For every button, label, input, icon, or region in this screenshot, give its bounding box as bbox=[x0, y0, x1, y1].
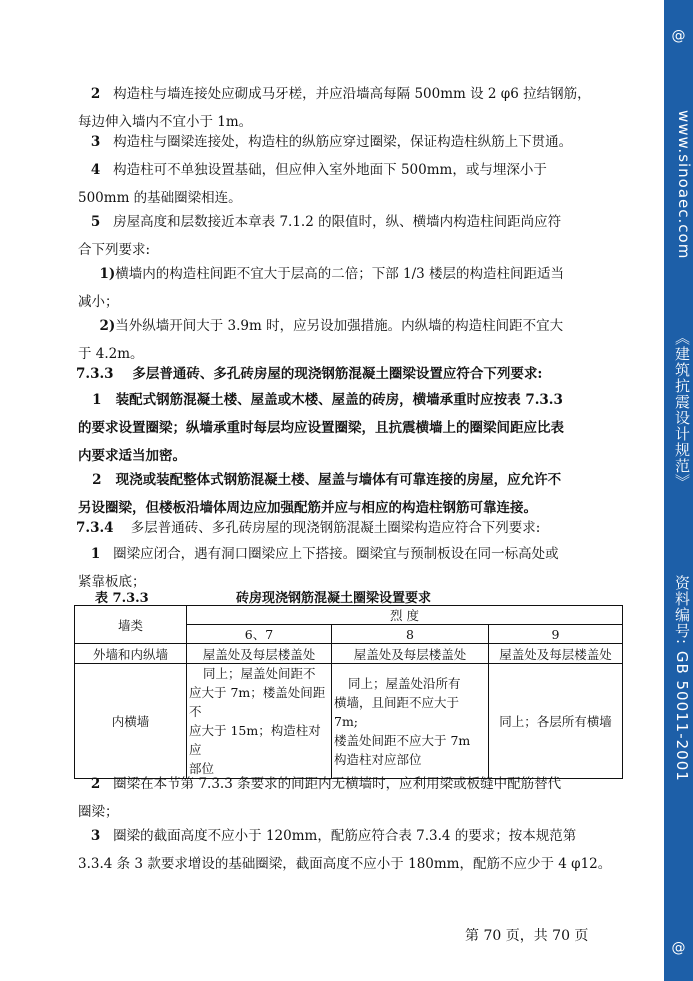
paragraph-text: 紧靠板底； bbox=[78, 574, 146, 590]
paragraph-text: 圈梁应闭合，遇有洞口圈梁应上下搭接。圈梁宜与预制板设在同一标高处或 bbox=[113, 546, 559, 562]
paragraph bbox=[78, 386, 618, 470]
table-header-col: 6、7 bbox=[187, 625, 332, 644]
item-number: 2 bbox=[92, 472, 102, 488]
paragraph bbox=[78, 822, 618, 878]
item-number: 3 bbox=[90, 828, 101, 844]
table-cell: 内横墙 bbox=[75, 664, 187, 779]
section-text: 多层普通砖、多孔砖房屋的现浇钢筋混凝土圈梁构造应符合下列要求: bbox=[130, 520, 541, 536]
paragraph-text: 另设圈梁，但楼板沿墙体周边应加强配筋并应与相应的构造柱钢筋可靠连接。 bbox=[78, 500, 537, 516]
paragraph bbox=[78, 156, 618, 212]
table-cell bbox=[332, 664, 489, 779]
at-symbol-top: @ bbox=[671, 28, 686, 44]
table-header-intensity: 烈 度 bbox=[187, 606, 623, 625]
paragraph-text: 圈梁在本节第 7.3.3 条要求的间距内无横墙时，应利用梁或板缝中配筋替代 bbox=[113, 776, 562, 792]
paragraph bbox=[78, 770, 618, 826]
table-cell: 屋盖处及每层楼盖处 bbox=[332, 644, 489, 664]
paragraph bbox=[78, 128, 618, 156]
table-header-col: 9 bbox=[489, 625, 623, 644]
item-number: 3 bbox=[90, 134, 101, 150]
paragraph-text: 装配式钢筋混凝土楼、屋盖或木楼、屋盖的砖房，横墙承重时应按表 7.3.3 bbox=[115, 392, 563, 408]
item-number: 2 bbox=[90, 86, 101, 102]
item-number: 2) bbox=[99, 318, 116, 334]
doc-number: 资料编号: GB 50011-2001 bbox=[673, 575, 691, 782]
item-number: 4 bbox=[90, 162, 101, 178]
cell-line: 应大于 15m；构造柱对应 bbox=[189, 723, 321, 757]
paragraph-text: 合下列要求: bbox=[78, 242, 151, 258]
cell-line: 应大于 7m；楼盖处间距不 bbox=[189, 685, 326, 719]
item-number: 1) bbox=[99, 266, 116, 282]
paragraph bbox=[78, 260, 618, 316]
sidebar-banner bbox=[664, 0, 693, 981]
paragraph-text: 构造柱与圈梁连接处，构造柱的纵筋应穿过圈梁，保证构造柱纵筋上下贯通。 bbox=[113, 134, 573, 150]
cell-line: 部位 bbox=[189, 761, 215, 776]
cell-line: 构造柱对应部位 bbox=[334, 751, 422, 767]
table-row bbox=[75, 644, 623, 664]
table-header-wall: 墙类 bbox=[75, 606, 187, 644]
table-row bbox=[75, 664, 623, 779]
paragraph-text: 于 4.2m。 bbox=[78, 346, 144, 362]
book-title: 《建筑抗震设计规范》 bbox=[673, 330, 691, 490]
paragraph-text: 构造柱与墙连接处应砌成马牙槎，并应沿墙高每隔 500mm 设 2 φ6 拉结钢筋， bbox=[113, 86, 591, 102]
paragraph-text: 圈梁的截面高度不应小于 120mm，配筋应符合表 7.3.4 的要求；按本规范第 bbox=[113, 828, 577, 844]
paragraph-text: 内要求适当加密。 bbox=[78, 448, 186, 464]
table-caption-number: 表 7.3.3 bbox=[95, 591, 149, 606]
cell-line: 横墙，且间距不应大于 7m; bbox=[334, 694, 460, 729]
paragraph-text: 的要求设置圈梁；纵墙承重时每层均应设置圈梁，且抗震横墙上的圈梁间距应比表 bbox=[78, 420, 564, 436]
item-number: 5 bbox=[90, 214, 101, 230]
cell-line: 同上；屋盖处间距不 bbox=[203, 666, 316, 681]
paragraph-text: 500mm 的基础圈梁相连。 bbox=[78, 190, 242, 206]
paragraph-text: 房屋高度和层数接近本章表 7.1.2 的限值时，纵、横墙内构造柱间距尚应符 bbox=[113, 214, 562, 230]
section-heading bbox=[76, 360, 616, 388]
website-label: www.sinoaec.com bbox=[675, 110, 693, 260]
ring-beam-table bbox=[74, 605, 623, 779]
paragraph-text: 现浇或装配整体式钢筋混凝土楼、屋盖与墙体有可靠连接的房屋，应允许不 bbox=[115, 472, 562, 488]
table-cell: 外墙和内纵墙 bbox=[75, 644, 187, 664]
item-number: 1 bbox=[90, 546, 101, 562]
cell-line: 楼盖处间距不应大于 7m bbox=[334, 732, 471, 748]
cell-line: 同上；屋盖处沿所有 bbox=[348, 675, 461, 691]
paragraph-text: 当外纵墙开间大于 3.9m 时，应另设加强措施。内纵墙的构造柱间距不宜大 bbox=[115, 318, 564, 334]
page-footer: 第 70 页，共 70 页 bbox=[465, 928, 589, 944]
item-number: 2 bbox=[90, 776, 101, 792]
paragraph-text: 构造柱可不单独设置基础，但应伸入室外地面下 500mm，或与埋深小于 bbox=[113, 162, 547, 178]
section-number: 7.3.3 bbox=[76, 366, 114, 382]
paragraph-text: 圈梁； bbox=[78, 804, 119, 820]
table-cell: 屋盖处及每层楼盖处 bbox=[489, 644, 623, 664]
paragraph bbox=[78, 208, 618, 264]
section-heading bbox=[76, 514, 616, 542]
item-number: 1 bbox=[92, 392, 102, 408]
paragraph-text: 3.3.4 条 3 款要求增设的基础圈梁，截面高度不应小于 180mm，配筋不应少于 4 φ12。 bbox=[78, 856, 612, 872]
table-cell: 同上；各层所有横墙 bbox=[489, 664, 623, 779]
section-number: 7.3.4 bbox=[76, 520, 114, 536]
paragraph-text: 减小； bbox=[78, 294, 119, 310]
section-text: 多层普通砖、多孔砖房屋的现浇钢筋混凝土圈梁设置应符合下列要求: bbox=[132, 366, 543, 382]
paragraph-text: 每边伸入墙内不宜小于 1m。 bbox=[78, 114, 253, 130]
table-caption-title: 砖房现浇钢筋混凝土圈梁设置要求 bbox=[236, 591, 432, 606]
paragraph-text: 横墙内的构造柱间距不宜大于层高的二倍；下部 1/3 楼层的构造柱间距适当 bbox=[115, 266, 565, 282]
table-header-col: 8 bbox=[332, 625, 489, 644]
at-symbol-bottom: @ bbox=[671, 940, 686, 956]
table-cell bbox=[187, 664, 332, 779]
table-cell: 屋盖处及每层楼盖处 bbox=[187, 644, 332, 664]
